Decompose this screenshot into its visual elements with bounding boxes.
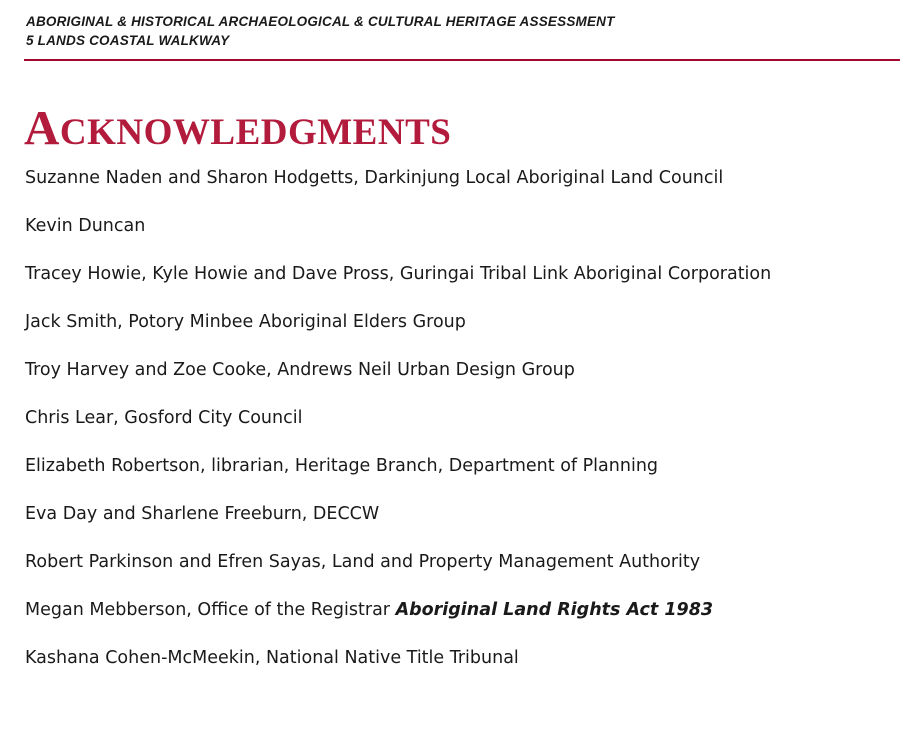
list-item: Jack Smith, Potory Minbee Aboriginal Elders Group (25, 311, 466, 332)
list-item-text: Megan Mebberson, Office of the Registrar (25, 599, 396, 620)
acknowledgments-list (25, 150, 905, 696)
list-item: Robert Parkinson and Efren Sayas, Land and Property Management Authority (25, 551, 701, 572)
running-header (26, 12, 886, 50)
list-item: Chris Lear, Gosford City Council (25, 407, 303, 428)
page-title (24, 99, 452, 156)
running-header-line-1: ABORIGINAL & HISTORICAL ARCHAEOLOGICAL & CULTURAL HERITAGE ASSESSMENT (26, 14, 615, 29)
page-title-rest: CKNOWLEDGMENTS (59, 111, 452, 153)
header-divider-rule (24, 59, 900, 61)
page-title-initial: A (24, 99, 60, 155)
list-item: Kashana Cohen-McMeekin, National Native Title Tribunal (25, 647, 519, 668)
list-item: Suzanne Naden and Sharon Hodgetts, Darkinjung Local Aboriginal Land Council (25, 167, 724, 188)
list-item: Kevin Duncan (25, 215, 146, 236)
running-header-line-2: 5 LANDS COASTAL WALKWAY (26, 33, 230, 48)
list-item: Elizabeth Robertson, librarian, Heritage Branch, Department of Planning (25, 455, 659, 476)
list-item: Eva Day and Sharlene Freeburn, DECCW (25, 503, 380, 524)
list-item-citation: Aboriginal Land Rights Act 1983 (395, 599, 714, 620)
list-item (25, 600, 905, 621)
list-item: Troy Harvey and Zoe Cooke, Andrews Neil Urban Design Group (25, 359, 575, 380)
list-item: Tracey Howie, Kyle Howie and Dave Pross, Guringai Tribal Link Aboriginal Corporation (25, 263, 772, 284)
